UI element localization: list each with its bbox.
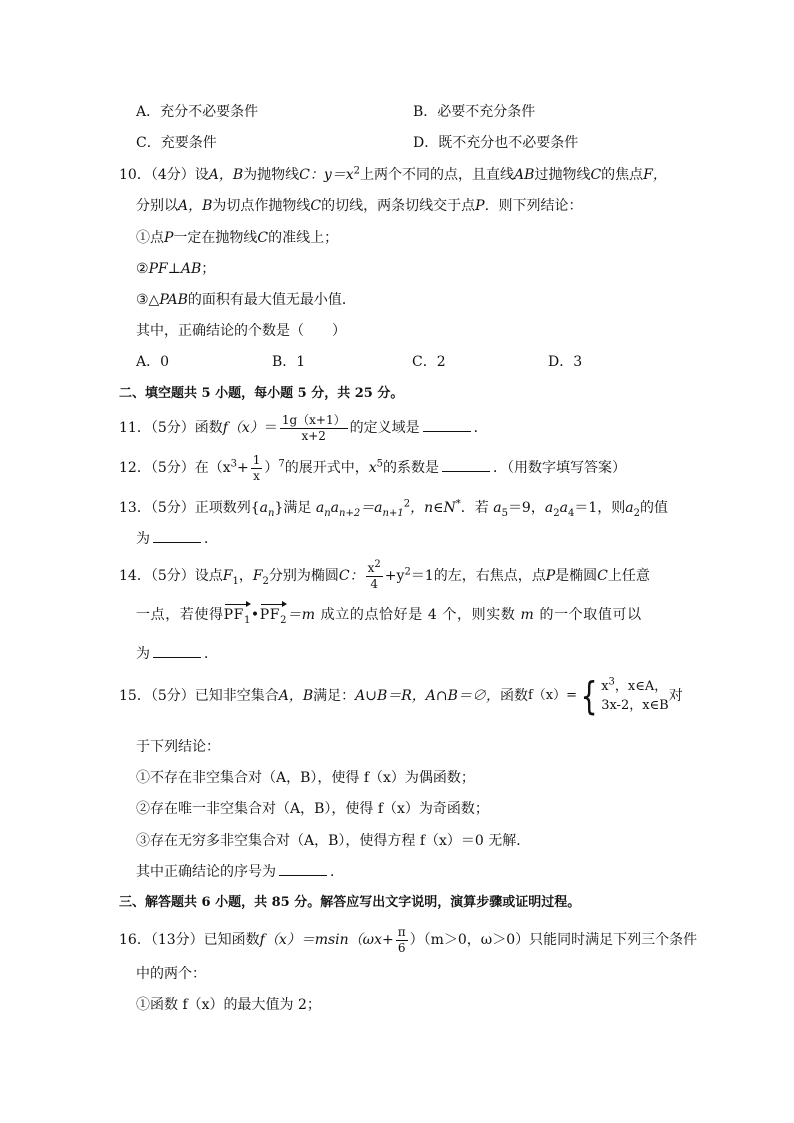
- q15-text: x: [601, 679, 609, 694]
- q13-subscript: n: [324, 507, 331, 519]
- q10-text: 的切线，两条切线交于点: [321, 198, 476, 214]
- q13-text: ＝1，则: [574, 500, 626, 516]
- q12-exponent: 7: [278, 458, 285, 470]
- answer-blank: [279, 863, 327, 876]
- q10-conclusion-2: [136, 260, 215, 278]
- q12-text: x: [368, 460, 377, 476]
- q10-text: P: [164, 230, 174, 246]
- q10-text: 的焦点: [601, 167, 644, 183]
- q15-question: [136, 863, 344, 881]
- q13-subscript: n: [268, 507, 275, 519]
- q11-number: 11．（5分）函数: [119, 420, 223, 436]
- q14-text: •: [250, 607, 260, 623]
- q15-text: ．: [330, 864, 344, 880]
- q12-fraction: [251, 453, 263, 484]
- q15-text: A∪B＝R，A∩B＝∅，: [355, 688, 500, 704]
- q14-text: C：: [338, 568, 364, 584]
- q10-text: 的准线上；: [268, 230, 339, 246]
- q13-text: ，n∈N: [410, 500, 456, 516]
- q13-text: a: [544, 500, 554, 516]
- q13-text: a: [315, 500, 325, 516]
- q14-subscript: 1: [232, 575, 239, 587]
- q12-text: （x: [208, 460, 231, 476]
- q12-line: [119, 450, 626, 486]
- fraction-denominator: x: [253, 468, 260, 483]
- q13-subscript: 2: [553, 507, 560, 519]
- q11-text: ．: [473, 420, 488, 436]
- q10-text: ①点: [136, 230, 164, 246]
- q15-case-2: 3x-2，x∈B: [601, 698, 669, 713]
- q11-text: 的定义域是: [349, 420, 420, 436]
- answer-blank: [153, 645, 201, 658]
- q14-text: F: [252, 568, 263, 584]
- q13-line-1: [119, 499, 668, 517]
- q11-function: f（x）: [222, 420, 264, 436]
- q10-text: C: [590, 167, 602, 183]
- q14-text: x: [367, 560, 375, 575]
- q9-option-a: A．充分不必要条件: [136, 104, 259, 120]
- q15-text: f（x）=: [527, 688, 577, 703]
- q13-subscript: 5: [501, 507, 508, 519]
- q14-exponent: 2: [404, 566, 411, 578]
- q10-line-1: [119, 166, 667, 184]
- q14-text: 分别为椭圆: [268, 568, 339, 584]
- q14-text: ＝m: [287, 607, 316, 623]
- q12-text: 的展开式中，: [284, 460, 369, 476]
- answer-blank: [442, 459, 490, 472]
- q15-conclusion-1: ①不存在非空集合对（A，B），使得 f（x）为偶函数；: [136, 770, 475, 786]
- q16-line-1: [119, 920, 697, 960]
- q10-question: 其中，正确结论的个数是（ ）: [136, 323, 346, 339]
- q10-option-c: C．2: [412, 354, 446, 370]
- q15-line-2: 于下列结论：: [136, 739, 220, 755]
- q10-line-2: [136, 197, 583, 215]
- q14-text: PF: [223, 607, 244, 623]
- q10-text: ③△: [136, 292, 160, 308]
- q10-exponent: 2: [353, 165, 361, 177]
- vector-pf2: [260, 603, 287, 624]
- q14-text: +y: [384, 568, 405, 584]
- q15-conclusion-3: ③存在无穷多非空集合对（A，B），使得方程 f（x）＝0 无解．: [136, 833, 531, 849]
- q10-option-b: B．1: [272, 354, 306, 370]
- q14-text: F: [222, 568, 233, 584]
- q10-text: C: [257, 230, 269, 246]
- q14-text: ．: [204, 646, 218, 662]
- q10-text: A，B: [208, 167, 244, 183]
- q14-number: 14．（5分）设点: [119, 568, 223, 584]
- q13-text: ．若: [460, 500, 489, 516]
- q15-number: 15．（5分）已知非空集合: [119, 688, 279, 704]
- q12-text: 的系数是: [383, 460, 440, 476]
- q14-line-3: [136, 645, 218, 663]
- answer-blank: [153, 530, 201, 543]
- brace-icon: {: [580, 674, 598, 718]
- q13-number: 13．（5分）正项数列{: [119, 500, 260, 516]
- q13-text: a: [330, 500, 339, 516]
- q10-text: 过抛物线: [534, 167, 591, 183]
- fraction-denominator: x+2: [301, 428, 326, 443]
- q10-text: ②: [136, 261, 149, 277]
- q16-fraction: [396, 925, 408, 956]
- q14-text: 上任意: [607, 568, 650, 584]
- q14-text: PF: [259, 607, 281, 623]
- q14-text: 一点，若使得: [136, 607, 224, 623]
- q16-text: f（x）＝msin（ωx+: [259, 932, 394, 948]
- q14-text: 成立的点恰好是 4 个，则实数: [320, 607, 516, 623]
- q13-line-2: [136, 530, 218, 548]
- fraction-numerator: [366, 558, 383, 577]
- q10-text: 一定在抛物线: [173, 230, 258, 246]
- fraction-denominator: 6: [397, 940, 406, 955]
- q16-line-2: 中的两个：: [136, 966, 206, 982]
- fraction-numerator: 1: [252, 452, 261, 467]
- q10-text: 的面积有最大值无最小值．: [187, 292, 356, 308]
- q13-text: ．: [204, 531, 218, 547]
- q11-line: [119, 410, 488, 446]
- q10-text: C: [310, 198, 322, 214]
- q14-text: 为: [136, 646, 150, 662]
- q13-text: a: [493, 500, 502, 516]
- q14-text: C: [597, 568, 608, 584]
- q15-text: 其中正确结论的序号为: [136, 864, 276, 880]
- q14-text: ＝1: [410, 568, 434, 584]
- q11-fraction: [280, 413, 348, 444]
- q15-conclusion-2: ②存在唯一非空集合对（A，B），使得 f（x）为奇函数；: [136, 801, 489, 817]
- q13-subscript: n+1: [382, 507, 404, 519]
- q14-text: 是椭圆: [555, 568, 598, 584]
- q13-text: 为: [136, 531, 150, 547]
- q12-exponent: 5: [376, 458, 384, 470]
- answer-blank: [423, 419, 471, 432]
- q14-text: 的左，右焦点，点: [433, 568, 546, 584]
- q15-line-1: [119, 671, 683, 721]
- q15-text: A，B: [278, 688, 314, 704]
- q14-text: 的一个取值可以: [539, 607, 642, 623]
- q12-number: 12．（5分）在: [119, 460, 209, 476]
- q14-text: P: [545, 568, 556, 584]
- q10-text: AB: [514, 167, 535, 183]
- q10-text: ；: [201, 261, 216, 277]
- q13-text: ＝a: [360, 500, 383, 516]
- q9-option-b: B．必要不充分条件: [413, 104, 536, 120]
- q14-line-2: [136, 603, 642, 624]
- q10-option-d: D．3: [548, 354, 583, 370]
- q13-subscript: 4: [567, 507, 575, 519]
- section-2-heading: 二、填空题共 5 小题，每小题 5 分，共 25 分。: [119, 386, 404, 401]
- q12-text: ）: [264, 460, 279, 476]
- q14-subscript: 1: [243, 614, 251, 626]
- q16-number: 16．（13分）已知函数: [119, 932, 260, 948]
- q14-text: m: [520, 607, 535, 623]
- q11-text: ＝: [263, 420, 278, 436]
- q13-exponent: *: [455, 498, 461, 510]
- q12-text: ．（用数字填写答案）: [493, 460, 627, 476]
- q13-text: a: [625, 500, 634, 516]
- q12-text: +: [237, 460, 249, 476]
- q9-option-c: C．充要条件: [136, 135, 217, 151]
- q13-text: }满足: [274, 500, 312, 516]
- q14-text: ，: [238, 568, 253, 584]
- q15-case-1: [601, 677, 669, 696]
- q10-text: 为抛物线: [243, 167, 300, 183]
- q10-number: 10．（4分）设: [119, 167, 209, 183]
- q14-line-1: [119, 556, 650, 596]
- q15-text: 函数: [499, 688, 528, 704]
- q15-text: ，x∈A，: [614, 679, 668, 694]
- q14-fraction: [366, 558, 383, 592]
- q10-conclusion-3: [136, 291, 356, 309]
- q9-option-d: D．既不充分也不必要条件: [413, 135, 579, 151]
- q13-text: 的值: [639, 500, 668, 516]
- q13-text: a: [559, 500, 568, 516]
- q13-subscript: n+2: [339, 507, 361, 519]
- q10-text: P．: [475, 198, 499, 214]
- vector-pf1: [224, 603, 251, 624]
- q15-cases: [601, 677, 669, 715]
- fraction-denominator: 4: [370, 576, 379, 591]
- q10-text: 则下列结论：: [498, 198, 583, 214]
- q10-conclusion-1: [136, 229, 338, 247]
- q14-subscript: 2: [280, 614, 288, 626]
- q15-text: 对: [668, 688, 683, 704]
- q14-exponent: 2: [374, 558, 381, 570]
- fraction-numerator: 1g（x+1）: [281, 412, 346, 427]
- q15-text: 满足：: [313, 688, 356, 704]
- q12-exponent: 3: [230, 458, 238, 470]
- fraction-numerator: π: [397, 924, 406, 939]
- q10-text: 分别以: [136, 198, 178, 214]
- q13-text: a: [259, 500, 268, 516]
- q16-condition-1: ①函数 f（x）的最大值为 2；: [136, 997, 321, 1013]
- q10-text: PF⊥AB: [148, 261, 202, 277]
- q10-text: F，: [643, 167, 667, 183]
- q13-subscript: 2: [633, 507, 640, 519]
- q16-text: ）（m＞0，ω＞0）只能同时满足下列三个条件: [409, 932, 698, 948]
- section-3-heading: 三、解答题共 6 小题，共 85 分。解答应写出文字说明，演算步骤或证明过程。: [119, 895, 581, 910]
- q14-subscript: 2: [262, 575, 269, 587]
- q10-text: PAB: [159, 292, 188, 308]
- q15-piecewise-function: [528, 671, 669, 721]
- q13-exponent: 2: [403, 498, 411, 510]
- q10-text: 上两个不同的点，且直线: [360, 167, 515, 183]
- q15-exponent: 3: [608, 676, 615, 688]
- q10-option-a: A．0: [136, 354, 170, 370]
- q10-text: C：y＝x: [299, 167, 354, 183]
- q10-text: 为切点作抛物线: [212, 198, 311, 214]
- q10-text: A，B: [178, 198, 213, 214]
- q13-text: ＝9，: [507, 500, 545, 516]
